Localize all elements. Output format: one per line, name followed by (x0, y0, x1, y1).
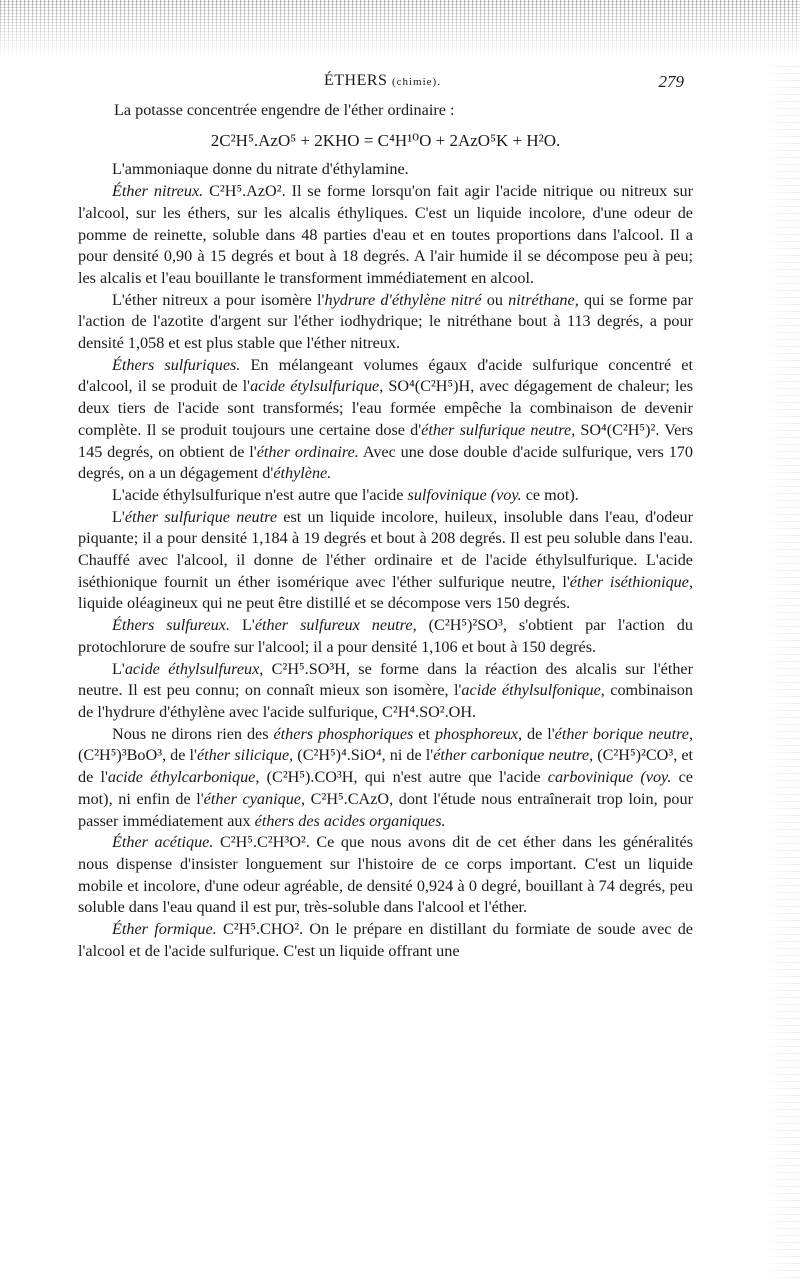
paragraph-sulfurique-neutre (78, 507, 693, 616)
page-body (78, 100, 693, 962)
formula-text: 2C²H⁵.AzO⁵ + 2KHO = C⁴H¹⁰O + 2AzO⁵K + H²O. (210, 130, 561, 150)
text-run: C²H⁵.CAzO, dont l'étude nous entraînerait trop loin, pour passer immédiatement aux (78, 789, 693, 830)
text-run: SO⁴(C²H⁵)². Vers 145 degrés, on obtient de l' (78, 420, 694, 461)
page-number: 279 (658, 72, 684, 91)
text-run: combinaison de l'hydrure d'éthylène avec l'acide sulfurique, C²H⁴.SO².OH. (78, 681, 693, 721)
italic-term: carbovinique (voy. (547, 768, 672, 787)
italic-term: sulfovinique (voy. (407, 485, 522, 504)
text-run: est un liquide incolore, huileux, insoluble dans l'eau, d'odeur piquante; il a pour densité 1,184 à 19 degrés et bout à 208 degrés. Il est peu soluble dans l'eau. Chauffé avec l'alcool, il donne de l'éther ordinaire et de l'acide éthylsulfurique. L'acide iséthionique fournit un éther isomérique avec l'éther sulfurique neutre, l' (78, 507, 693, 591)
scan-noise-top (0, 0, 800, 56)
running-head-subtitle: (chimie). (391, 76, 441, 88)
text-run: (C²H⁵)²SO³, s'obtient par l'action du protochlorure de soufre sur l'alcool; il a pour densité 1,106 et bout à 150 degrés. (78, 616, 693, 656)
paragraph-ether-nitreux (78, 181, 693, 290)
text-run: L'éther nitreux a pour isomère l' (112, 290, 325, 309)
text-run: L' (230, 616, 255, 635)
italic-term: éther sulfurique neutre, (421, 420, 576, 439)
paragraph-sulfovinique (78, 485, 693, 507)
text-run: de l' (522, 724, 555, 743)
text-run: C²H⁵.SO³H, se forme dans la réaction des alcalis sur l'éther neutre. Il est peu connu; on connaît mieux son isomère, l' (78, 659, 693, 700)
text-run: L'ammoniaque donne du nitrate d'éthylamine. (112, 160, 409, 179)
paragraph-nous-ne-dirons (78, 724, 693, 833)
paragraph-ether-acetique (78, 832, 693, 919)
text-run: ce mot), ni enfin de l' (78, 768, 693, 808)
text-run: ce mot). (521, 485, 579, 504)
chemical-formula (78, 130, 693, 152)
italic-term: nitréthane, (508, 290, 579, 309)
section-term: Éthers sulfureux. (112, 616, 230, 635)
text-run: et (413, 724, 435, 743)
section-term: Éther acétique. (112, 833, 214, 852)
text-run: En mélangeant volumes égaux d'acide sulfurique concentré et d'alcool, il se produit de l' (78, 355, 693, 396)
italic-term: éther carbonique neutre, (433, 746, 594, 765)
text-run: Avec une dose double d'acide sulfurique, vers 170 degrés, on a un dégagement d' (78, 442, 693, 483)
text-run: L' (112, 659, 125, 678)
running-head (324, 72, 441, 90)
text-run: C²H⁵.CHO². On le prépare en distillant du formiate de soude avec de l'alcool et de l'acide sulfurique. C'est un liquide offrant une (78, 920, 693, 960)
italic-term: éther cyanique, (203, 789, 306, 808)
running-head-title: ÉTHERS (324, 72, 388, 89)
text-run: ou (481, 290, 509, 309)
section-term: Éther formique. (112, 920, 217, 939)
italic-term: acide éthylsulfonique, (461, 681, 605, 700)
italic-term: phosphoreux, (434, 724, 523, 743)
paragraph-potasse (78, 100, 693, 122)
section-term: Éthers sulfuriques. (112, 355, 241, 374)
text-run: qui se forme par l'action de l'azotite d'argent sur l'éther iodhydrique; le nitréthane bout à 113 degrés, a pour densité 1,058 et est plus stable que l'éther nitreux. (78, 290, 694, 353)
italic-term: éther sulfurique neutre (124, 507, 277, 526)
paragraph-ether-formique (78, 919, 693, 962)
italic-term: éther ordinaire. (256, 442, 359, 461)
italic-term: éthers phosphoriques (273, 724, 414, 743)
text-run: C²H⁵.AzO². Il se forme lorsqu'on fait agir l'acide nitrique ou nitreux sur l'alcool, sur les éthers, sur les alcalis éthyliques. C'est un liquide incolore, d'une odeur de pomme de reinette, soluble dans 48 parties d'eau et en toutes proportions dans l'alcool. Il a pour densité 0,90 à 15 degrés et bout à 18 degrés. A l'air humide il se décompose peu à peu; les alcalis et l'eau bouillante le transforment immédiatement en alcool. (78, 182, 693, 287)
paragraph-ammoniaque (78, 159, 693, 181)
italic-term: éthers des acides organiques. (254, 811, 446, 830)
italic-term: éther sulfureux neutre, (254, 616, 417, 635)
text-line: La potasse concentrée engendre de l'éther ordinaire : (114, 101, 455, 119)
italic-term: éther borique neutre, (554, 724, 693, 743)
text-run: (C²H⁵).CO³H, qui n'est autre que l'acide (259, 768, 548, 787)
paragraph-ethers-sulfureux (78, 615, 693, 658)
text-run: L'acide éthylsulfurique n'est autre que l'acide (112, 485, 408, 504)
italic-term: acide éthylcarbonique, (107, 768, 260, 787)
paragraph-acide-ethylsulfureux (78, 659, 693, 724)
italic-term: acide étylsulfurique, (250, 377, 384, 396)
text-run: L' (112, 507, 125, 526)
paragraph-ethers-sulfuriques (78, 355, 693, 485)
text-run: SO⁴(C²H⁵)H, avec dégagement de chaleur; les deux tiers de l'acide sont transformés; l'eau formée empêche la combinaison de devenir complète. Il se produit toujours une certaine dose d' (78, 377, 693, 439)
text-run: (C²H⁵)³BoO³, de l' (78, 746, 197, 765)
text-run: C²H⁵.C²H³O². Ce que nous avons dit de cet éther dans les généralités nous dispense d'insister longuement sur l'histoire de ce corps important. C'est un liquide mobile et incolore, d'une odeur agréable, de densité 0,924 à 0 degré, bouillant à 74 degrés, peu soluble dans l'eau quand il est pur, très-soluble dans l'alcool et l'éther. (78, 833, 693, 917)
italic-term: éther iséthionique, (569, 572, 693, 591)
italic-term: hydrure d'éthylène nitré (324, 290, 482, 309)
italic-term: éther silicique, (196, 746, 294, 765)
text-run: (C²H⁵)⁴.SiO⁴, ni de l' (293, 746, 434, 765)
scan-noise-right (760, 60, 800, 1278)
text-run: liquide oléagineux qui ne peut être distillé et se décompose vers 150 degrés. (78, 594, 571, 613)
section-term: Éther nitreux. (112, 182, 204, 201)
text-run: (C²H⁵)²CO³, et de l' (78, 746, 694, 787)
paragraph-isomere (78, 290, 693, 355)
italic-term: éthylène. (273, 464, 332, 483)
text-run: Nous ne dirons rien des (112, 724, 274, 743)
page-header (114, 70, 684, 96)
italic-term: acide éthylsulfureux, (124, 659, 264, 678)
